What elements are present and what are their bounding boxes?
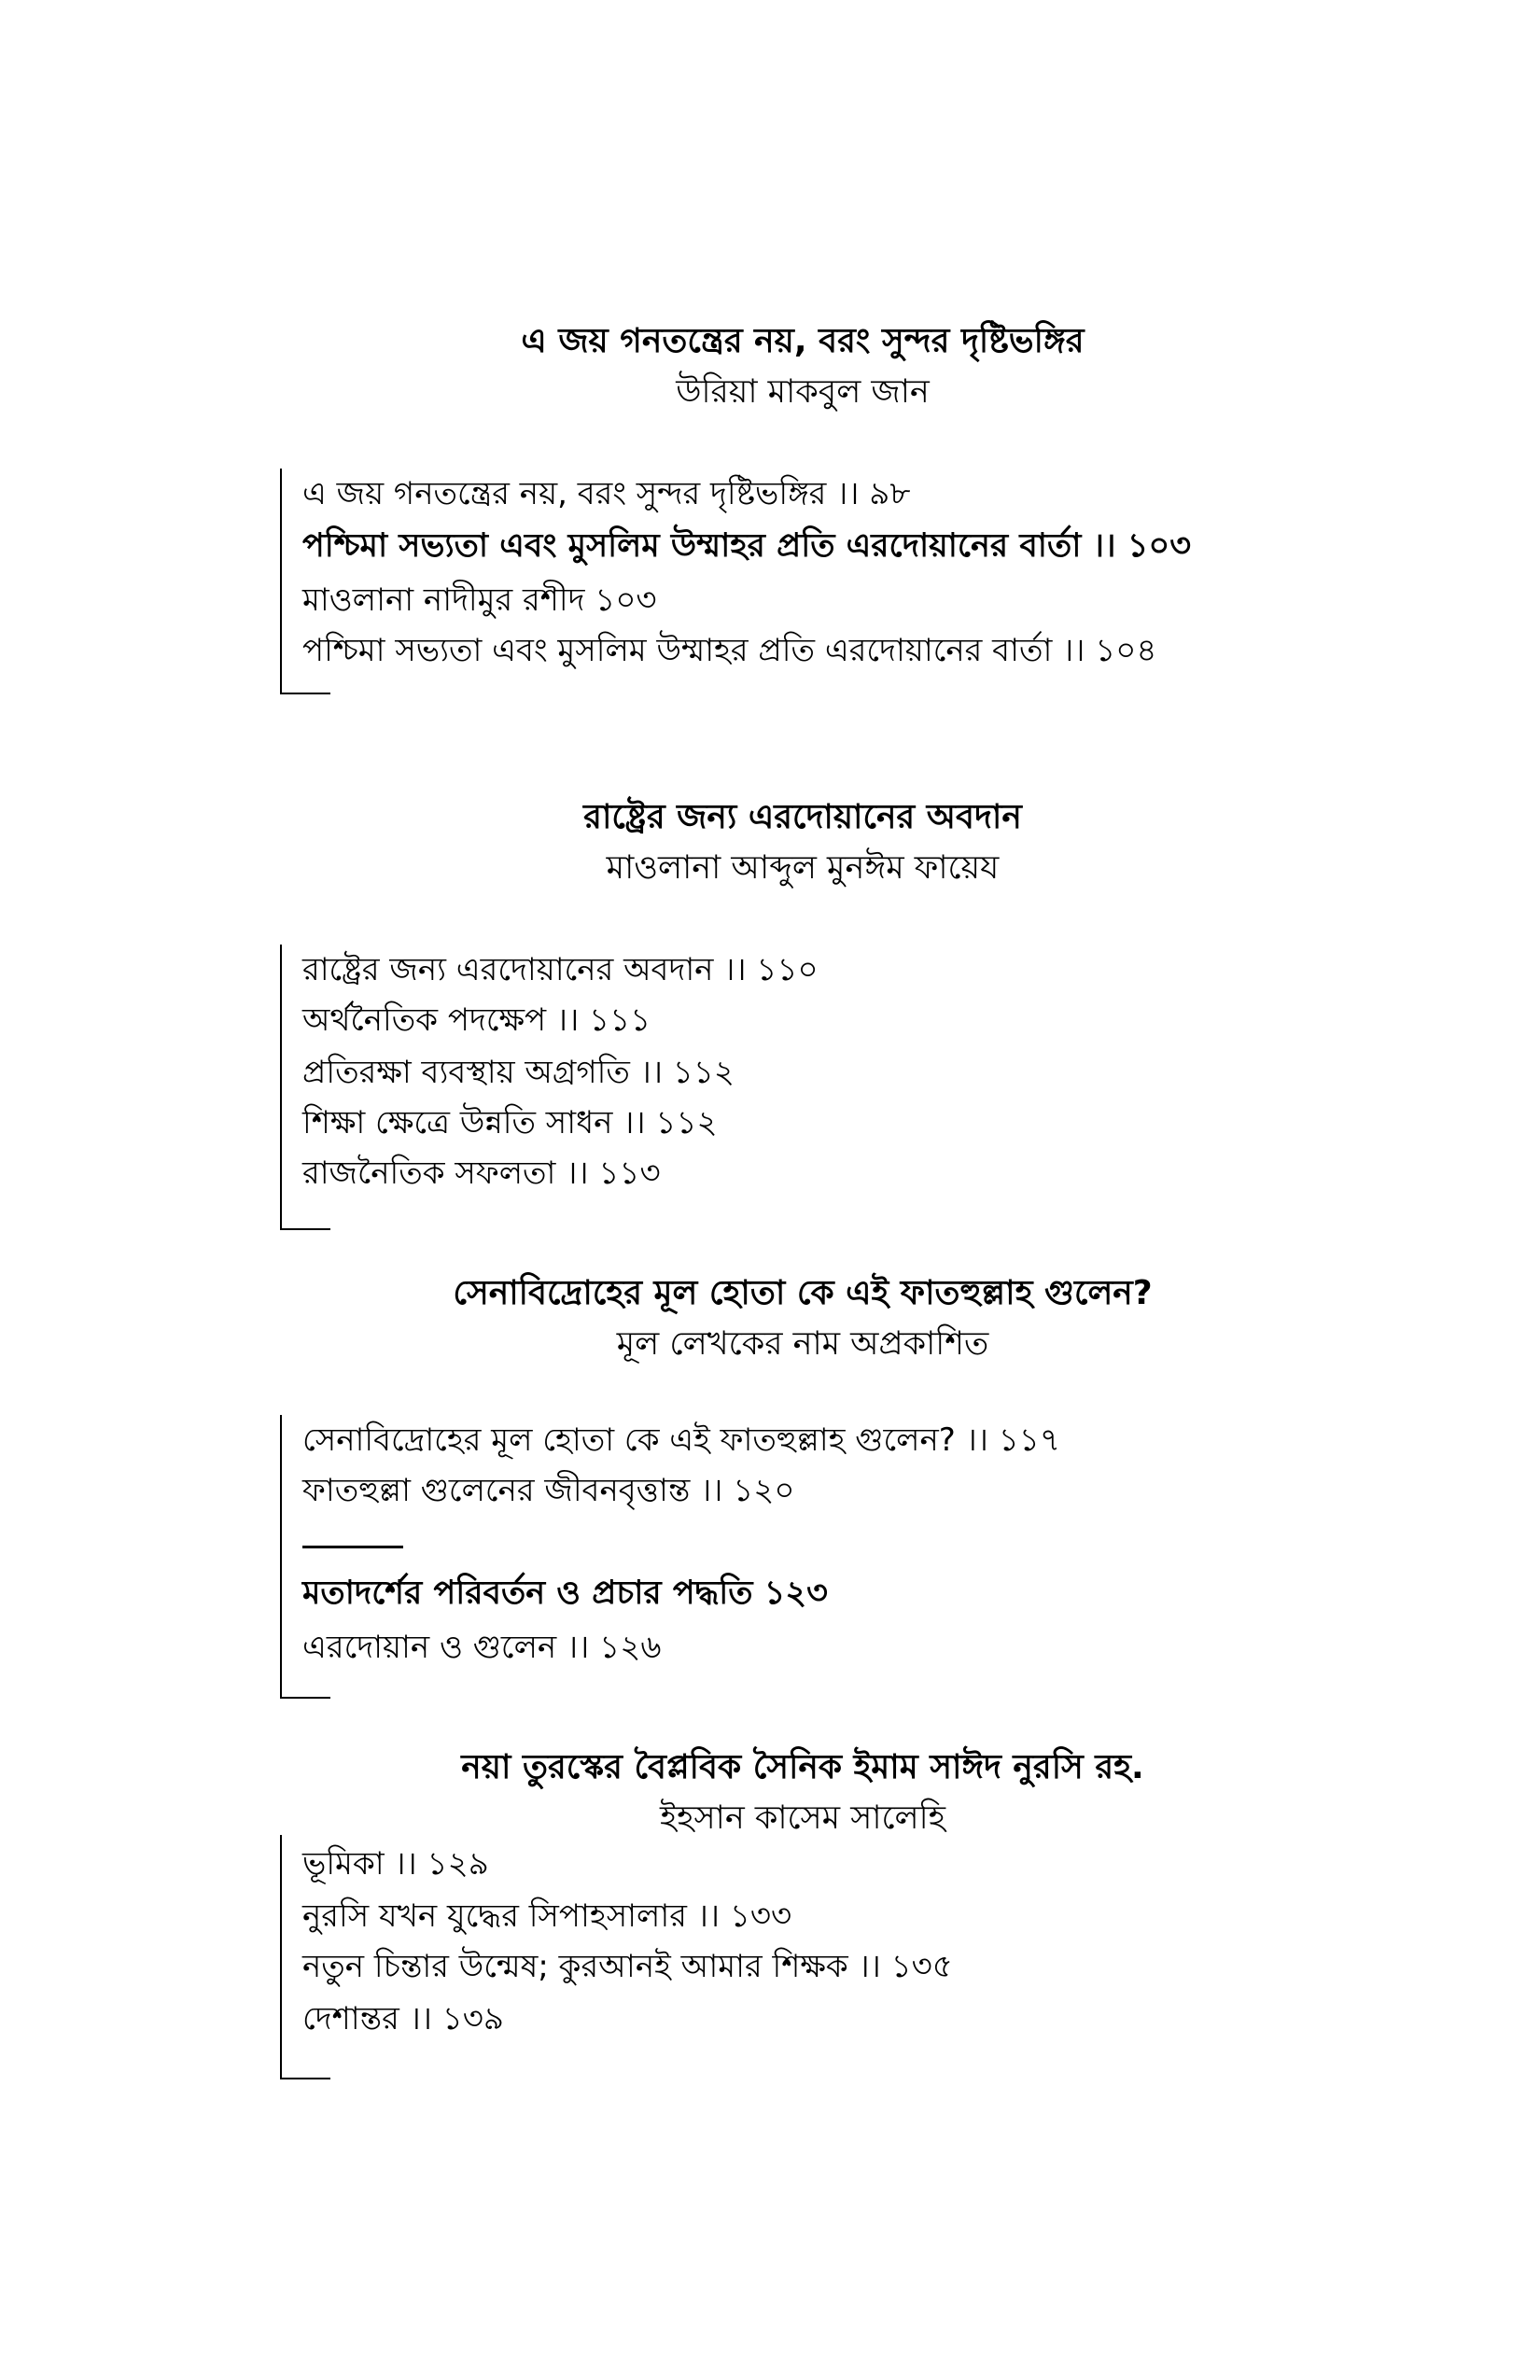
- toc-entry: পশ্চিমা সভ্যতা এবং মুসলিম উম্মাহর প্রতি এরদোয়ানের বার্তা ।। ১০৪: [302, 632, 1157, 669]
- toc-entry: দেশান্তর ।। ১৩৯: [302, 2000, 504, 2037]
- section-author: মূল লেখকের নাম অপ্রকাশিত: [616, 1325, 989, 1363]
- toc-entry: রাজনৈতিক সফলতা ।। ১১৩: [302, 1155, 661, 1192]
- toc-entry: এ জয় গনতন্ত্রের নয়, বরং সুন্দর দৃষ্টিভঙ্গির ।। ৯৮: [302, 475, 911, 512]
- toc-list: [280, 469, 1191, 694]
- toc-entry: ভূমিকা ।। ১২৯: [302, 1845, 489, 1883]
- toc-entry: রাষ্ট্রের জন্য এরদোয়ানের অবদান ।। ১১০: [302, 951, 819, 988]
- toc-entry: প্রতিরক্ষা ব্যবস্থায় অগ্রগতি ।। ১১২: [302, 1054, 735, 1091]
- toc-entry: নুরসি যখন যুদ্ধের সিপাহসালার ।। ১৩৩: [302, 1897, 792, 1935]
- separator-line: [302, 1546, 403, 1548]
- section-title: রাষ্ট্রের জন্য এরদোয়ানের অবদান: [583, 798, 1022, 836]
- toc-entry: নতুন চিন্তার উন্মেষ; কুরআনই আমার শিক্ষক ।। ১৩৫: [302, 1948, 953, 1985]
- toc-entry: শিক্ষা ক্ষেত্রে উন্নতি সাধন ।। ১১২: [302, 1104, 718, 1141]
- section-title: নয়া তুরস্কের বৈপ্লবিক সৈনিক ইমাম সাঈদ নুরসি রহ.: [461, 1748, 1144, 1786]
- section-author: ইহসান কাসেম সালেহি: [659, 1799, 946, 1837]
- toc-entry: মাওলানা নাদীমুর রশীদ ১০৩: [302, 581, 657, 619]
- toc-entry: মতাদর্শের পরিবর্তন ও প্রচার পদ্ধতি ১২৩: [302, 1575, 828, 1612]
- toc-entry: ফাতহুল্লা গুলেনের জীবনবৃত্তান্ত ।। ১২০: [302, 1472, 795, 1509]
- section-title: এ জয় গনতন্ত্রের নয়, বরং সুন্দর দৃষ্টিভঙ্গির: [521, 322, 1085, 360]
- toc-entry: এরদোয়ান ও গুলেন ।। ১২৬: [302, 1629, 662, 1666]
- toc-list: [280, 1835, 953, 2079]
- toc-list: [280, 945, 819, 1230]
- toc-entry: পশ্চিমা সভ্যতা এবং মুসলিম উম্মাহর প্রতি এরদোয়ানের বার্তা ।। ১০৩: [302, 527, 1191, 565]
- toc-list: [280, 1415, 1060, 1699]
- section-author: মাওলানা আব্দুল মুনঈম ফায়েয: [606, 849, 1000, 887]
- section-author: উরিয়া মাকবুল জান: [676, 373, 930, 411]
- section-title: সেনাবিদ্রোহের মূল হোতা কে এই ফাতহুল্লাহ গুলেন?: [453, 1274, 1153, 1312]
- toc-entry: অর্থনৈতিক পদক্ষেপ ।। ১১১: [302, 1001, 651, 1039]
- toc-entry: সেনাবিদ্রোহের মূল হোতা কে এই ফাতহুল্লাহ গুলেন? ।। ১১৭: [302, 1421, 1060, 1459]
